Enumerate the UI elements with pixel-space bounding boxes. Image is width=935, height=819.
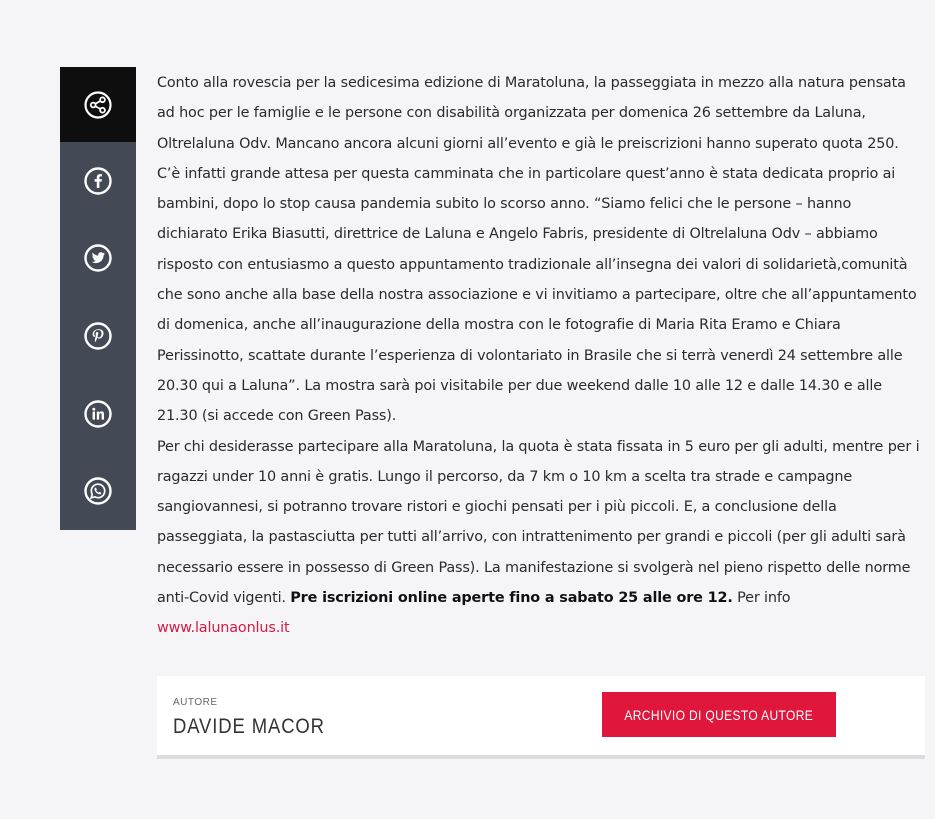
share-twitter-button[interactable] bbox=[60, 220, 136, 298]
share-button[interactable] bbox=[60, 67, 136, 142]
pinterest-icon bbox=[83, 321, 113, 351]
author-name: DAVIDE MACOR bbox=[173, 715, 325, 738]
author-box bbox=[157, 676, 925, 759]
facebook-icon bbox=[83, 166, 113, 196]
article-text: Per chi desiderasse partecipare alla Maratoluna, la quota è stata fissata in 5 euro per gli adulti, mentre per i ragazzi under 10 anni è gratis. Lungo il percorso, da 7 km o 10 km a scelta tra strade e campagne sangiovannesi, si potranno trovare ristori e giochi pensati per i più piccoli. E, a conclusione della passeggiata, la pastasciutta per tutti all’arrivo, con intrattenimento per grandi e piccoli (per gli adulti sarà necessario essere in possesso di Green Pass). La manifestazione si svolgerà nel pieno rispetto delle norme anti-Covid vigenti. bbox=[157, 438, 920, 607]
linkedin-icon bbox=[83, 399, 113, 429]
article-paragraph: Conto alla rovescia per la sedicesima edizione di Maratoluna, la passeggiata in mezzo alla natura pensata ad hoc per le famiglie e le persone con disabilità organizzata per domenica 26 settembre da Laluna, Oltrelaluna Odv. Mancano ancora alcuni giorni all’evento e già le preiscrizioni hanno superato quota 250. C’è infatti grande attesa per questa camminata che in particolare quest’anno è stata dedicata proprio ai bambini, dopo lo stop causa pandemia subito lo scorso anno. “Siamo felici che le persone – hanno dichiarato Erika Biasutti, direttrice de Laluna e Angelo Fabris, presidente di Oltrelaluna Odv – abbiamo risposto con entusiasmo a questo appuntamento tradizionale all’insegna dei valori di solidarietà,comunità che sono anche alla base della nostra associazione e vi invitiamo a partecipare, oltre che all’appuntamento di domenica, anche all’inaugurazione della mostra con le fotografie di Maria Rita Eramo e Chiara Perissinotto, scattate durante l’esperienza di volontariato in Brasile che si terrà venerdì 24 settembre alle 20.30 qui a Laluna”. La mostra sarà poi visitabile per due weekend dalle 10 alle 12 e dalle 14.30 e alle 21.30 (si accede con Green Pass). bbox=[157, 75, 917, 425]
whatsapp-icon bbox=[83, 476, 113, 506]
share-sidebar bbox=[60, 67, 136, 530]
share-linkedin-button[interactable] bbox=[60, 375, 136, 453]
twitter-icon bbox=[83, 243, 113, 273]
article-highlight: Pre iscrizioni online aperte fino a sabato 25 alle ore 12. bbox=[290, 590, 733, 607]
article-body bbox=[157, 68, 925, 644]
share-icon bbox=[83, 90, 113, 120]
share-facebook-button[interactable] bbox=[60, 142, 136, 220]
share-pinterest-button[interactable] bbox=[60, 297, 136, 375]
author-caption: AUTORE bbox=[173, 697, 218, 708]
author-archive-label: ARCHIVIO DI QUESTO AUTORE bbox=[624, 706, 814, 723]
website-link[interactable]: www.lalunaonlus.it bbox=[157, 620, 290, 637]
author-archive-button[interactable] bbox=[602, 692, 836, 737]
article-paragraph bbox=[157, 432, 925, 644]
article-text: Per info bbox=[732, 590, 791, 607]
share-whatsapp-button[interactable] bbox=[60, 452, 136, 530]
